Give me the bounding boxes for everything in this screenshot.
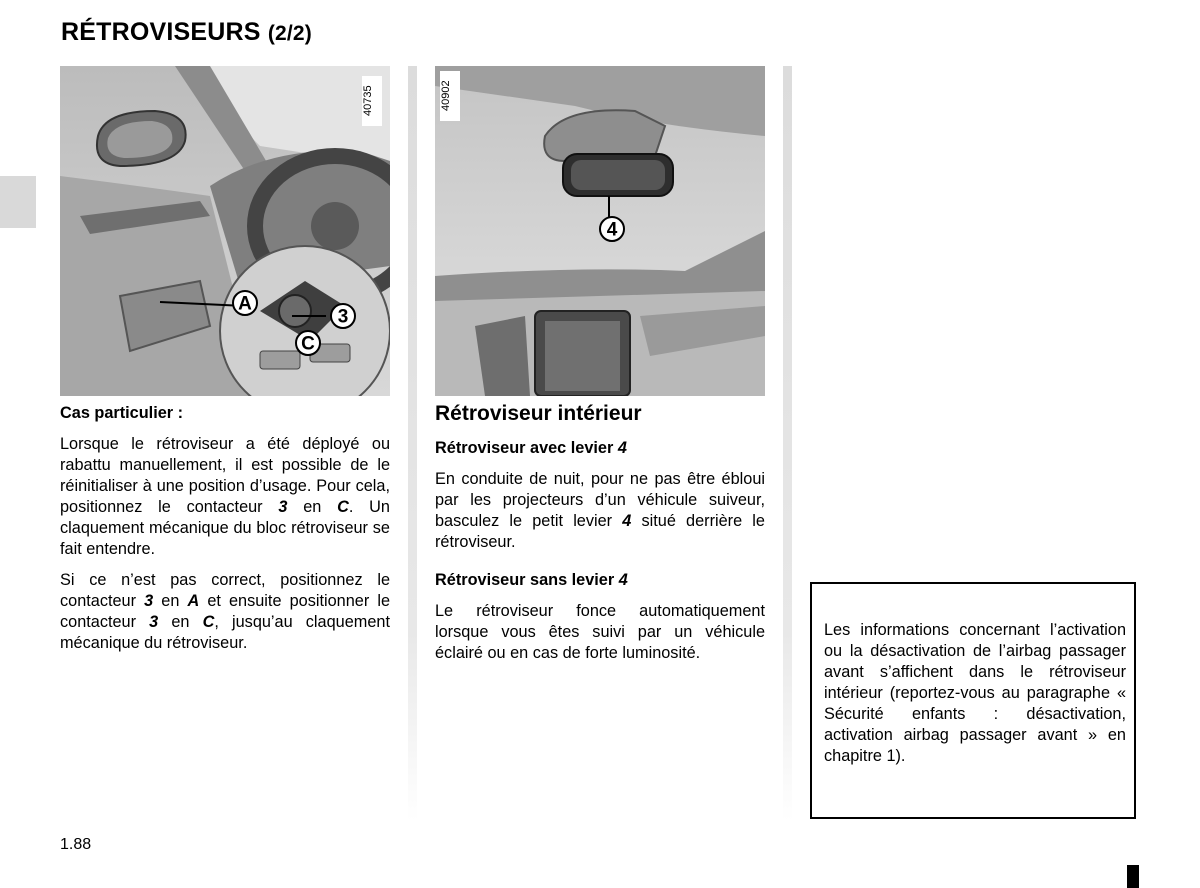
figure-reference-number: 40735 (362, 76, 382, 126)
info-text: Les informations concernant l’activation ou la désactivation de l’airbag passager avant s’affichent dans le rétroviseur intérieur (reportez-vous au paragraphe « Sécurité enfants : désactivation, activation airbag passager avant » en chapitre 1). (824, 621, 1126, 765)
svg-text:C: C (301, 333, 315, 355)
left-column (60, 403, 390, 664)
section-heading: Rétroviseur intérieur (435, 402, 642, 425)
section-heading: Cas particulier : (60, 404, 184, 422)
svg-text:3: 3 (337, 306, 349, 328)
subheading: Rétroviseur sans levier 4 (435, 571, 628, 589)
callout-c (296, 331, 320, 355)
airbag-info-box (810, 582, 1136, 819)
callout-3 (331, 304, 355, 328)
page-title: RÉTROVISEURS (2/2) (61, 18, 312, 46)
svg-text:A: A (238, 293, 252, 315)
figure-reference-number: 40902 (440, 71, 460, 121)
callout-4 (600, 217, 624, 241)
callout-a (233, 291, 257, 315)
door-mirror-control-illustration (60, 66, 390, 396)
column-separator (783, 66, 792, 821)
paragraph: Si ce n’est pas correct, positionnez le contacteur 3 en A et ensuite positionner le contacteur 3 en C, jusqu’au claquement mécanique du rétroviseur. (60, 571, 390, 652)
svg-text:4: 4 (606, 219, 618, 241)
edge-marker (1127, 865, 1139, 888)
interior-mirror-illustration (435, 66, 765, 396)
right-column (435, 400, 765, 674)
paragraph: En conduite de nuit, pour ne pas être ébloui par les projecteurs d’un véhicule suiveur, basculez le petit levier 4 situé derrière le rétroviseur. (435, 470, 765, 551)
paragraph: Lorsque le rétroviseur a été déployé ou rabattu manuellement, il est possible de le réinitialiser à une position d’usage. Pour cela, positionnez le contacteur 3 en C. Un claquement mécanique du bloc rétroviseur se fait entendre. (60, 435, 390, 558)
column-separator (408, 66, 417, 821)
page-number: 1.88 (60, 836, 92, 853)
paragraph: Le rétroviseur fonce automatiquement lorsque vous êtes suivi par un véhicule éclairé ou en cas de forte luminosité. (435, 602, 765, 662)
chapter-tab (0, 176, 36, 228)
subheading: Rétroviseur avec levier 4 (435, 439, 627, 457)
